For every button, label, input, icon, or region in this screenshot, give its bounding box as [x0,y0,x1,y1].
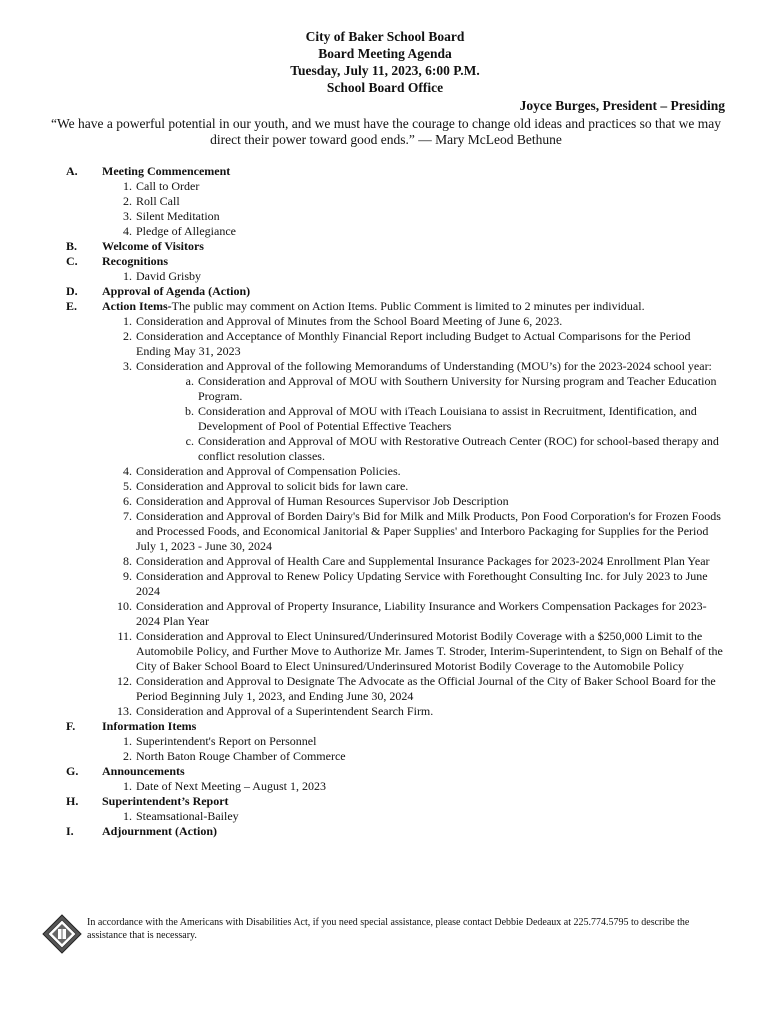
agenda-item [0,314,770,329]
item-number: 8. [123,554,132,568]
agenda-section [0,794,770,809]
item-text: Consideration and Approval to Renew Policy Updating Service with Forethought Consulting Inc. for July 2023 to June 2024 [136,569,708,598]
item-text: Consideration and Approval of Human Resources Supervisor Job Description [136,494,509,508]
agenda-section [0,824,770,839]
item-number: 5. [123,479,132,493]
item-text: Roll Call [136,194,180,208]
document-title: Board Meeting Agenda [318,46,452,61]
item-number: 1. [123,779,132,793]
agenda-subitem [0,374,770,404]
item-text: Consideration and Approval of Compensation Policies. [136,464,401,478]
section-letter: G. [66,764,79,778]
agenda-item [0,494,770,509]
item-number: 13. [117,704,132,718]
agenda-subitem [0,434,770,464]
agenda-item [0,479,770,494]
section-title: Meeting Commencement [102,164,231,178]
agenda-item [0,749,770,764]
section-letter: F. [66,719,76,733]
agenda-item [0,329,770,359]
section-title: Action Items- [102,299,172,313]
agenda-subitem [0,404,770,434]
section-title: Announcements [102,764,185,778]
school-board-seal-icon [42,914,82,954]
item-number: 11. [117,629,132,643]
subitem-letter: a. [185,374,194,388]
agenda-item [0,509,770,554]
agenda-section [0,284,770,299]
item-text: Consideration and Approval to Elect Uninsured/Underinsured Motorist Bodily Coverage with a $250,000 Limit to the Automobile Policy, and Further Move to Authorize Mr. James T. Stroder, Interim-Superintendent, to Sign on Behalf of the City of Baker School Board to Elect Uninsured/Underinsured Motorist Bodily Coverage to the Automobile Policy [136,629,723,673]
item-number: 3. [123,209,132,223]
item-number: 1. [123,734,132,748]
agenda-item [0,269,770,284]
agenda-section [0,764,770,779]
agenda-item [0,674,770,704]
item-text: Consideration and Approval of a Superintendent Search Firm. [136,704,434,718]
item-text: Consideration and Approval of Borden Dairy's Bid for Milk and Milk Products, Pon Food Corporation's for Frozen Foods and Processed Foods, and Economical Janitorial & Paper Supplies' and Interboro Packaging for Supplies for the Period July 1, 2023 - June 30, 2024 [136,509,721,553]
section-title: Information Items [102,719,197,733]
section-letter: D. [66,284,78,298]
item-number: 1. [123,314,132,328]
item-text: North Baton Rouge Chamber of Commerce [136,749,346,763]
agenda-item [0,599,770,629]
agenda-header [0,28,770,96]
section-title: Adjournment (Action) [102,824,217,838]
agenda-item [0,704,770,719]
section-note: The public may comment on Action Items. Public Comment is limited to 2 minutes per individual. [171,299,645,313]
agenda-item [0,734,770,749]
agenda-list [0,164,770,839]
section-letter: H. [66,794,79,808]
item-text: Consideration and Approval to Designate The Advocate as the Official Journal of the City of Baker School Board for the Period Beginning July 1, 2023, and Ending June 30, 2024 [136,674,716,703]
subitem-letter: b. [185,404,194,418]
item-number: 4. [123,224,132,238]
item-number: 1. [123,179,132,193]
item-number: 3. [123,359,132,373]
section-title: Welcome of Visitors [102,239,204,253]
item-number: 2. [123,194,132,208]
section-letter: B. [66,239,78,253]
item-text: Silent Meditation [136,209,220,223]
item-text: Steamsational-Bailey [136,809,239,823]
item-text: Call to Order [136,179,200,193]
item-number: 2. [123,329,132,343]
agenda-item [0,554,770,569]
ada-notice: In accordance with the Americans with Disabilities Act, if you need special assistance, please contact Debbie Dedeaux at 225.774.5795 to describe the assistance that is necessary. [87,917,690,941]
item-number: 6. [123,494,132,508]
section-letter: A. [66,164,78,178]
section-title: Superintendent’s Report [102,794,229,808]
section-letter: E. [66,299,78,313]
agenda-item [0,569,770,599]
item-number: 12. [117,674,132,688]
item-number: 1. [123,809,132,823]
item-text: Consideration and Approval of Property Insurance, Liability Insurance and Workers Compensation Packages for 2023-2024 Plan Year [136,599,707,628]
section-letter: I. [66,824,74,838]
agenda-section [0,719,770,734]
item-text: Pledge of Allegiance [136,224,236,238]
board-name: City of Baker School Board [305,29,465,44]
item-number: 2. [123,749,132,763]
agenda-item [0,359,770,374]
agenda-item [0,194,770,209]
item-text: Consideration and Approval of Health Care and Supplemental Insurance Packages for 2023-2024 Enrollment Plan Year [136,554,710,568]
section-letter: C. [66,254,78,268]
footer [42,914,732,954]
agenda-item [0,464,770,479]
subitem-text: Consideration and Approval of MOU with Southern University for Nursing program and Teacher Education Program. [198,374,717,403]
agenda-item [0,629,770,674]
section-title: Recognitions [102,254,168,268]
agenda-section [0,299,770,314]
subitem-letter: c. [185,434,194,448]
item-text: Date of Next Meeting – August 1, 2023 [136,779,326,793]
subitem-text: Consideration and Approval of MOU with iTeach Louisiana to assist in Recruitment, Identification, and Development of Pool of Potential Effective Teachers [198,404,697,433]
agenda-section [0,239,770,254]
agenda-item [0,179,770,194]
meeting-date: Tuesday, July 11, 2023, 6:00 P.M. [290,63,480,78]
agenda-item [0,224,770,239]
agenda-section [0,254,770,269]
section-title: Approval of Agenda (Action) [102,284,251,298]
item-text: Consideration and Approval of the following Memorandums of Understanding (MOU’s) for the 2023-2024 school year: [136,359,712,373]
agenda-item [0,809,770,824]
item-number: 10. [117,599,132,613]
item-number: 4. [123,464,132,478]
item-text: David Grisby [136,269,201,283]
agenda-item [0,209,770,224]
item-number: 7. [123,509,132,523]
agenda-item [0,779,770,794]
subitem-text: Consideration and Approval of MOU with Restorative Outreach Center (ROC) for school-based therapy and conflict resolution classes. [198,434,719,463]
meeting-location: School Board Office [326,80,444,95]
agenda-section [0,164,770,179]
item-number: 1. [123,269,132,283]
quote: “We have a powerful potential in our youth, and we must have the courage to change old ideas and practices so that we may direct their power toward good ends.” — Mary McLeod Bethune [51,116,721,147]
item-text: Consideration and Approval of Minutes from the School Board Meeting of June 6, 2023. [136,314,563,328]
item-text: Superintendent's Report on Personnel [136,734,317,748]
presiding-officer: Joyce Burges, President – Presiding [519,98,725,113]
item-text: Consideration and Approval to solicit bids for lawn care. [136,479,409,493]
item-number: 9. [123,569,132,583]
item-text: Consideration and Acceptance of Monthly Financial Report including Budget to Actual Comparisons for the Period Ending May 31, 2023 [136,329,691,358]
